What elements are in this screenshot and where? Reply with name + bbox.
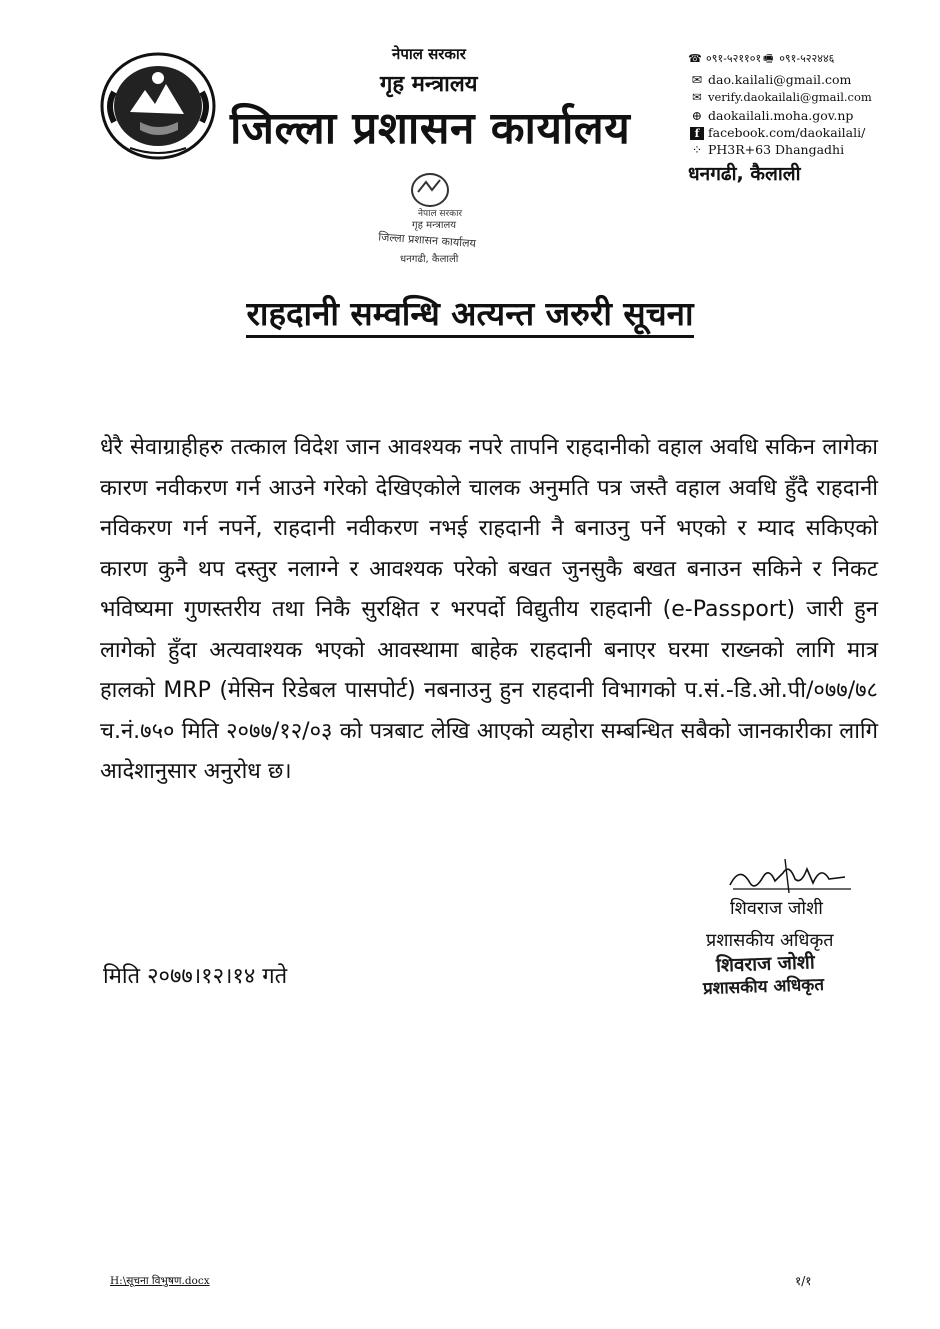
phone-icon: ☎ <box>688 52 702 65</box>
seal-designation: प्रशासकीय अधिकृत <box>702 974 825 1000</box>
government-name: नेपाल सरकार <box>392 45 466 63</box>
email-line <box>690 72 851 87</box>
ministry-name: गृह मन्त्रालय <box>380 72 478 97</box>
notice-title <box>0 290 940 335</box>
handwritten-signature <box>725 855 855 897</box>
globe-icon: ⊕ <box>691 108 703 123</box>
signatory-name: शिवराज जोशी <box>730 898 823 919</box>
office-stamp <box>370 170 500 270</box>
fax-icon: 🖷 <box>763 52 774 65</box>
website-url[interactable]: daokailali.moha.gov.np <box>708 108 854 123</box>
stamp-line-3: जिल्ला प्रशासन कार्यालय <box>377 230 477 251</box>
plus-code: PH3R+63 Dhangadhi <box>708 142 845 157</box>
fax-number: ०९१-५२२४४६ <box>779 52 835 65</box>
phone-fax-line <box>688 50 834 69</box>
seal-name: शिवराज जोशी <box>715 951 816 977</box>
footer-file-path: H:\सूचना विभुषण.docx <box>110 1275 210 1287</box>
nepal-emblem-icon <box>100 52 216 160</box>
phone-number: ०९१-५२११०१ <box>706 52 762 65</box>
facebook-url[interactable]: facebook.com/daokailali/ <box>708 125 866 140</box>
stamp-line-1: नेपाल सरकार <box>418 209 463 219</box>
office-location: धनगढी, कैलाली <box>688 163 801 185</box>
mail-icon: ✉ <box>691 72 703 87</box>
email-address[interactable]: dao.kailali@gmail.com <box>708 72 852 87</box>
notice-body: धेरै सेवाग्राहीहरु तत्काल विदेश जान आवश्यक नपरे तापनि राहदानीको वहाल अवधि सकिन लागेका कारण नवीकरण गर्न आउने गरेको देखिएकोले चालक अनुमति पत्र जस्तै वहाल अवधि हुँदै राहदानी नविकरण गर्न नपर्ने, राहदानी नवीकरण नभई राहदानी नै बनाउनु पर्ने भएको र म्याद सकिएको कारण कुनै थप दस्तुर नलाग्ने र आवश्यक परेको बखत जुनसुकै बखत बनाउन सकिने र निकट भविष्यमा गुणस्तरीय तथा निकै सुरक्षित र भरपर्दो विद्युतीय राहदानी (e-Passport) जारी हुन लागेको हुँदा अत्यवाश्यक भएको आवस्थामा बाहेक राहदानी बनाएर घरमा राख्नको लागि मात्र हालको MRP (मेसिन रिडेबल पासपोर्ट) नबनाउनु हुन राहदानी विभागको प.सं.-डि.ओ.पी/०७७/७८ च.नं.७५० मिति २०७७/१२/०३ को पत्रबाट लेखि आएको व्यहोरा सम्बन्धित सबैको जानकारीका लागि आदेशानुसार अनुरोध छ। <box>100 435 878 784</box>
website-line <box>690 108 853 123</box>
facebook-icon: f <box>690 127 704 140</box>
footer-page-number: १/१ <box>795 1274 812 1288</box>
office-name: जिल्ला प्रशासन कार्यालय <box>230 103 631 154</box>
verify-email-line <box>690 90 872 104</box>
notice-title-text: राहदानी सम्वन्धि अत्यन्त जरुरी सूचना <box>246 294 693 338</box>
stamp-line-2: गृह मन्त्रालय <box>412 220 457 231</box>
mail-icon: ✉ <box>692 90 702 104</box>
notice-date: मिति २०७७।१२।१४ गते <box>103 964 288 989</box>
plus-code-icon: ⁘ <box>691 142 703 157</box>
facebook-line <box>690 125 865 140</box>
stamp-line-4: धनगढी, कैलाली <box>400 254 459 265</box>
signatory-designation: प्रशासकीय अधिकृत <box>706 930 834 951</box>
plus-code-line <box>690 142 844 157</box>
verify-email-address[interactable]: verify.daokailali@gmail.com <box>708 90 872 104</box>
